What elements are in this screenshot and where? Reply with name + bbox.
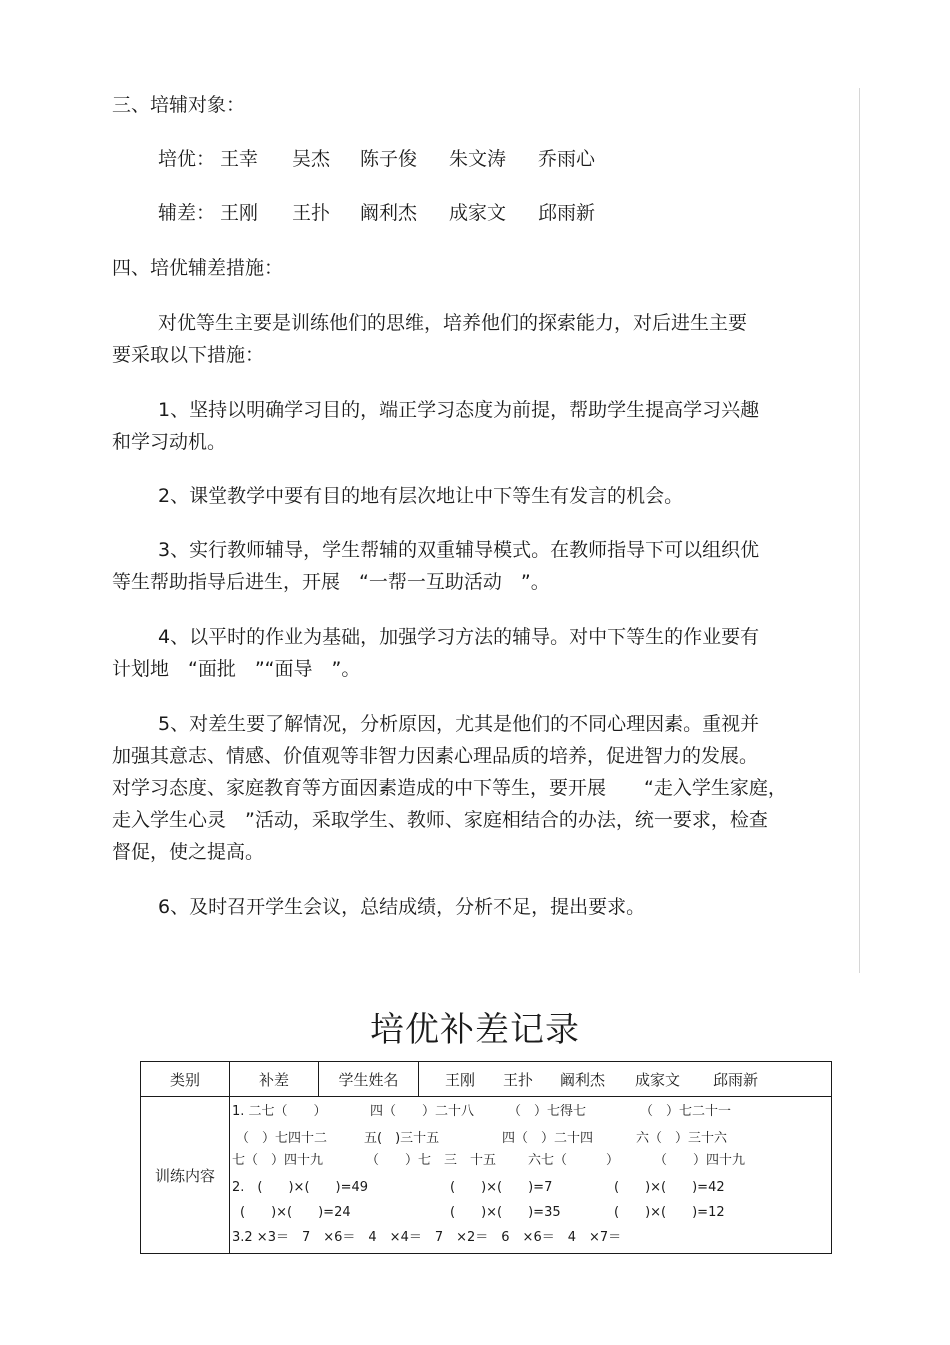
measure-5-line: 加强其意志、情感、价值观等非智力因素心理品质的培养，促进智力的发展。	[112, 745, 759, 767]
record-header-row	[141, 1062, 832, 1097]
exercise-item: （ ）七 三 十五	[366, 1153, 497, 1168]
measure-6-line: 6、及时召开学生会议，总结成绩，分析不足，提出要求。	[158, 896, 646, 918]
excellent-name: 王幸	[220, 148, 259, 170]
exercise-item: （ ）七二十一	[640, 1104, 732, 1119]
exercise-item: 1. 二七（ ）	[232, 1104, 327, 1119]
student-name-label-cell: 学生姓名	[319, 1062, 419, 1097]
measure-5-line: 走入学生心灵 ”活动，采取学生、教师、家庭相结合的办法，统一要求，检查	[112, 809, 768, 831]
measure-4-line: 计划地 “面批 ”“面导 ”。	[112, 658, 361, 680]
excellent-label: 培优：	[158, 148, 216, 170]
record-title: 培优补差记录	[370, 1010, 580, 1050]
exercise-item: ( )×( )=7	[450, 1180, 553, 1195]
record-table	[140, 1061, 832, 1254]
exercise-item: 四（ ）二十八	[370, 1104, 475, 1119]
weak-name: 王扑	[292, 202, 331, 224]
exercise-item: ( )×( )=42	[614, 1180, 725, 1195]
student-name: 成家文	[635, 1071, 681, 1089]
weak-label: 辅差：	[158, 202, 216, 224]
intro-line: 要采取以下措施：	[112, 344, 265, 366]
exercise-item: ( )×( )=24	[240, 1205, 351, 1220]
exercise-item: （ ）七得七	[508, 1104, 587, 1119]
measure-5-line: 5、对差生要了解情况，分析原因，尤其是他们的不同心理因素。重视并	[158, 713, 760, 735]
exercise-item: ( )×( )=35	[450, 1205, 561, 1220]
student-names-cell	[419, 1062, 832, 1097]
measure-2-line: 2、课堂教学中要有目的地有层次地让中下等生有发言的机会。	[158, 485, 684, 507]
exercise-item: ( )×( )=12	[614, 1205, 725, 1220]
measure-1-line: 1、坚持以明确学习目的，端正学习态度为前提，帮助学生提高学习兴趣	[158, 399, 760, 421]
measure-1-line: 和学习动机。	[112, 431, 227, 453]
measure-3-line: 3、实行教师辅导，学生帮辅的双重辅导模式。在教师指导下可以组织优	[158, 539, 760, 561]
excellent-name: 朱文涛	[449, 148, 507, 170]
measure-5-line: 督促，使之提高。	[112, 841, 265, 863]
exercise-item: （ ）四十九	[654, 1153, 746, 1168]
excellent-name: 吴杰	[292, 148, 331, 170]
section4-heading: 四、培优辅差措施：	[112, 257, 284, 279]
exercise-item: 2. ( )×( )=49	[232, 1180, 369, 1195]
excellent-name: 陈子俊	[360, 148, 418, 170]
weak-name: 阚利杰	[360, 202, 418, 224]
content-label-cell: 训练内容	[141, 1097, 230, 1254]
student-name: 阚利杰	[560, 1071, 606, 1089]
training-content-cell	[230, 1097, 832, 1254]
exercise-item: 七（ ）四十九	[232, 1153, 324, 1168]
intro-line: 对优等生主要是训练他们的思维，培养他们的探索能力，对后进生主要	[158, 312, 748, 334]
exercise-item: 四（ ）二十四	[502, 1131, 594, 1146]
category-label-cell: 类别	[141, 1062, 230, 1097]
exercise-item: （ ）七四十二	[236, 1131, 328, 1146]
exercise-item: 五( )三十五	[364, 1131, 440, 1146]
measure-5-line: 对学习态度、家庭教育等方面因素造成的中下等生，要开展 “走入学生家庭，	[112, 777, 787, 799]
exercise-item: 六（ ）三十六	[636, 1131, 728, 1146]
measure-4-line: 4、以平时的作业为基础，加强学习方法的辅导。对中下等生的作业要有	[158, 626, 760, 648]
exercise-item: 3.2 ×3＝ 7 ×6＝ 4 ×4＝ 7 ×2＝ 6 ×6＝ 4 ×7＝	[232, 1230, 622, 1245]
record-content-row	[141, 1097, 832, 1254]
category-value-cell: 补差	[230, 1062, 319, 1097]
student-name: 王扑	[503, 1071, 534, 1089]
weak-name: 成家文	[449, 202, 507, 224]
weak-students-row	[158, 198, 758, 228]
weak-name: 邱雨新	[538, 202, 596, 224]
weak-name: 王刚	[220, 202, 259, 224]
page-margin-rule	[859, 88, 860, 973]
section3-heading: 三、培辅对象：	[112, 94, 246, 116]
student-name: 王刚	[445, 1071, 476, 1089]
exercise-item: 六七（ ）	[528, 1153, 620, 1168]
measure-3-line: 等生帮助指导后进生，开展 “一帮一互助活动 ”。	[112, 571, 550, 593]
student-name: 邱雨新	[713, 1071, 759, 1089]
excellent-name: 乔雨心	[538, 148, 596, 170]
excellent-students-row	[158, 144, 758, 174]
